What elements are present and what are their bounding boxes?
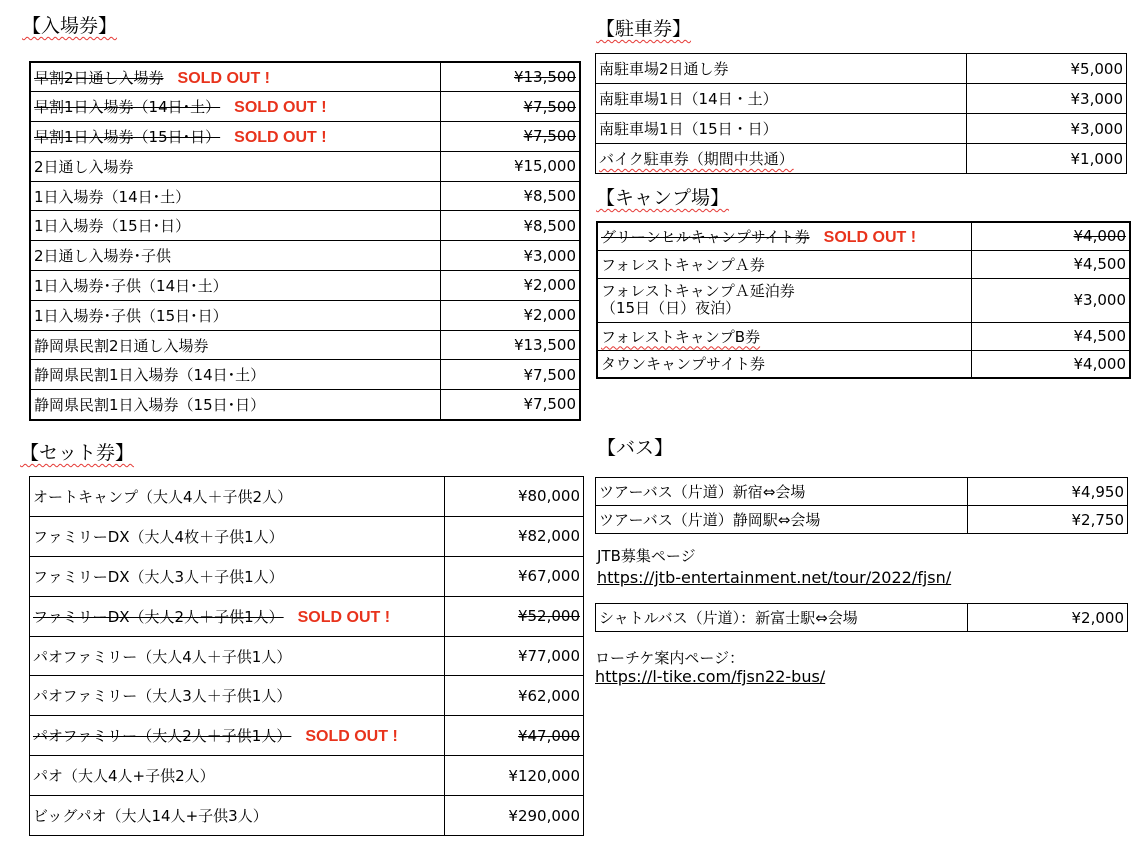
item-price: ¥4,000	[971, 350, 1130, 378]
sold-out-badge: SOLD OUT !	[234, 99, 327, 117]
item-name-cell	[30, 92, 440, 122]
item-name: フォレストキャンプＡ券	[601, 255, 765, 274]
item-name: パオファミリー（大人2人＋子供1人）	[33, 727, 292, 746]
item-price: ¥15,000	[440, 151, 580, 181]
item-price: ¥13,500	[440, 330, 580, 360]
camp-table	[596, 221, 1131, 379]
item-name-cell	[30, 241, 440, 271]
item-name: オートキャンプ（大人4人＋子供2人）	[33, 487, 293, 506]
item-name: シャトルバス（片道）：新富士駅⇔会場	[596, 604, 968, 632]
jtb-link[interactable]: https://jtb-entertainment.net/tour/2022/fjsn/	[597, 568, 952, 587]
table-row	[597, 322, 1130, 350]
item-name-cell	[30, 556, 445, 596]
item-name-cell	[596, 114, 967, 144]
table-row	[30, 271, 580, 301]
item-price: ¥82,000	[445, 516, 584, 556]
admission-table	[29, 61, 581, 421]
item-name-cell	[30, 596, 445, 636]
camp-title: 【キャンプ場】	[596, 187, 730, 209]
item-name-cell	[597, 278, 971, 322]
item-name-cell	[30, 477, 445, 517]
sold-out-badge: SOLD OUT !	[177, 69, 270, 87]
table-row	[30, 756, 584, 796]
item-name: 早割2日通し入場券	[34, 68, 164, 87]
item-price: ¥290,000	[445, 796, 584, 836]
item-name: タウンキャンプサイト券	[601, 355, 765, 374]
item-name: 1日入場券･子供（14日･土）	[34, 276, 228, 295]
table-row	[597, 278, 1130, 322]
table-row	[30, 330, 580, 360]
table-row	[596, 54, 1127, 84]
item-price: ¥67,000	[445, 556, 584, 596]
item-name: 早割1日入場券（15日･日）	[34, 127, 221, 146]
admission-title: 【入場券】	[22, 15, 118, 37]
table-row	[30, 300, 580, 330]
table-row	[596, 84, 1127, 114]
table-row	[596, 478, 1128, 506]
item-price: ¥7,500	[440, 92, 580, 122]
item-name: 2日通し入場券	[34, 157, 134, 176]
item-price: ¥7,500	[440, 122, 580, 152]
item-name-cell	[30, 300, 440, 330]
item-name-cell	[30, 211, 440, 241]
table-row	[596, 604, 1128, 632]
item-name-cell	[597, 222, 971, 250]
table-row	[30, 516, 584, 556]
item-name-cell	[597, 250, 971, 278]
item-name: グリーンヒルキャンプサイト券	[601, 227, 810, 246]
ltike-link[interactable]: https://l-tike.com/fjsn22-bus/	[595, 667, 826, 686]
bus-title: 【バス】	[597, 437, 674, 459]
item-name: 1日入場券･子供（15日･日）	[34, 306, 228, 325]
item-name: パオ（大人4人+子供2人）	[33, 767, 215, 786]
item-price: ¥4,000	[971, 222, 1130, 250]
item-name-cell	[30, 62, 440, 92]
item-price: ¥3,000	[967, 114, 1127, 144]
item-name: 静岡県民割1日入場券（15日･日）	[34, 395, 266, 414]
table-row	[30, 360, 580, 390]
item-price: ¥120,000	[445, 756, 584, 796]
sold-out-badge: SOLD OUT !	[234, 128, 327, 146]
item-name: 1日入場券（14日･土）	[34, 187, 191, 206]
tour-bus-table	[595, 477, 1128, 534]
table-row	[30, 151, 580, 181]
table-row	[30, 636, 584, 676]
item-name: 早割1日入場券（14日･土）	[34, 98, 221, 117]
item-name: 南駐車場1日（15日・日）	[599, 120, 778, 138]
item-name: 南駐車場1日（14日・土）	[599, 90, 778, 108]
item-price: ¥13,500	[440, 62, 580, 92]
item-name-cell	[596, 84, 967, 114]
item-name-cell	[30, 756, 445, 796]
item-price: ¥7,500	[440, 360, 580, 390]
item-name-cell	[30, 716, 445, 756]
sold-out-badge: SOLD OUT !	[305, 728, 398, 746]
item-name: 静岡県民割1日入場券（14日･土）	[34, 366, 266, 385]
item-price: ¥80,000	[445, 477, 584, 517]
set-title: 【セット券】	[20, 442, 135, 464]
item-price: ¥3,000	[971, 278, 1130, 322]
item-name: 静岡県民割2日通し入場券	[34, 336, 209, 355]
table-row	[30, 241, 580, 271]
item-name-cell	[30, 390, 440, 420]
item-name: ファミリーDX（大人3人＋子供1人）	[33, 567, 284, 586]
item-price: ¥52,000	[445, 596, 584, 636]
item-price: ¥3,000	[967, 84, 1127, 114]
item-price: ¥2,000	[968, 604, 1128, 632]
item-price: ¥5,000	[967, 54, 1127, 84]
item-name-cell	[30, 181, 440, 211]
table-row	[30, 62, 580, 92]
item-price: ¥4,500	[971, 322, 1130, 350]
item-name: ツアーバス（片道）静岡駅⇔会場	[599, 511, 821, 529]
table-row	[596, 144, 1127, 174]
item-name: ファミリーDX（大人2人＋子供1人）	[33, 607, 284, 626]
item-price: ¥8,500	[440, 211, 580, 241]
table-row	[30, 596, 584, 636]
item-name: フォレストキャンプB券	[601, 327, 761, 346]
table-row	[30, 676, 584, 716]
ltike-label: ローチケ案内ページ：	[595, 649, 745, 667]
item-name: ツアーバス（片道）新宿⇔会場	[599, 483, 806, 501]
table-row	[597, 222, 1130, 250]
item-name-cell	[30, 271, 440, 301]
item-name-cell	[597, 350, 971, 378]
table-row	[30, 92, 580, 122]
item-name-cell	[30, 516, 445, 556]
item-name: ビッグパオ（大人14人+子供3人）	[33, 807, 268, 826]
item-name-cell	[30, 122, 440, 152]
table-row	[30, 122, 580, 152]
item-name: バイク駐車券（期間中共通）	[599, 150, 794, 168]
item-name: ファミリーDX（大人4枚＋子供1人）	[33, 527, 284, 546]
item-price: ¥2,750	[968, 506, 1128, 534]
item-price: ¥4,500	[971, 250, 1130, 278]
table-row	[30, 477, 584, 517]
sold-out-badge: SOLD OUT !	[823, 228, 917, 246]
item-name-cell	[596, 54, 967, 84]
jtb-label: JTB募集ページ	[597, 547, 696, 565]
table-row	[30, 716, 584, 756]
table-row	[30, 796, 584, 836]
table-row	[596, 114, 1127, 144]
item-price: ¥4,950	[968, 478, 1128, 506]
set-table	[29, 476, 584, 836]
item-name-cell	[30, 360, 440, 390]
item-name-cell	[596, 506, 968, 534]
item-price: ¥7,500	[440, 390, 580, 420]
item-price: ¥2,000	[440, 271, 580, 301]
parking-title: 【駐車券】	[596, 18, 692, 40]
item-name-cell	[30, 151, 440, 181]
table-row	[597, 250, 1130, 278]
item-price: ¥47,000	[445, 716, 584, 756]
sold-out-badge: SOLD OUT !	[297, 608, 391, 626]
item-name: 2日通し入場券･子供	[34, 247, 172, 266]
table-row	[596, 506, 1128, 534]
item-name-cell	[596, 144, 967, 174]
table-row	[597, 350, 1130, 378]
item-name-line2: （15日（日）夜泊）	[601, 299, 741, 317]
item-price: ¥62,000	[445, 676, 584, 716]
item-price: ¥3,000	[440, 241, 580, 271]
table-row	[30, 556, 584, 596]
table-row	[30, 181, 580, 211]
parking-table	[595, 53, 1127, 174]
item-name-cell	[30, 636, 445, 676]
item-price: ¥2,000	[440, 300, 580, 330]
table-row	[30, 211, 580, 241]
shuttle-bus-table	[595, 603, 1128, 632]
item-name-cell	[30, 676, 445, 716]
item-price: ¥1,000	[967, 144, 1127, 174]
item-name-cell	[596, 478, 968, 506]
item-name: 1日入場券（15日･日）	[34, 217, 191, 236]
item-name: パオファミリー（大人4人＋子供1人）	[33, 647, 292, 666]
item-price: ¥77,000	[445, 636, 584, 676]
item-name-cell	[30, 796, 445, 836]
item-name: パオファミリー（大人3人＋子供1人）	[33, 687, 292, 706]
table-row	[30, 390, 580, 420]
item-name: 南駐車場2日通し券	[599, 60, 729, 78]
item-price: ¥8,500	[440, 181, 580, 211]
item-name-cell	[30, 330, 440, 360]
item-name-cell	[597, 322, 971, 350]
item-name: フォレストキャンプＡ延泊券	[601, 282, 795, 300]
